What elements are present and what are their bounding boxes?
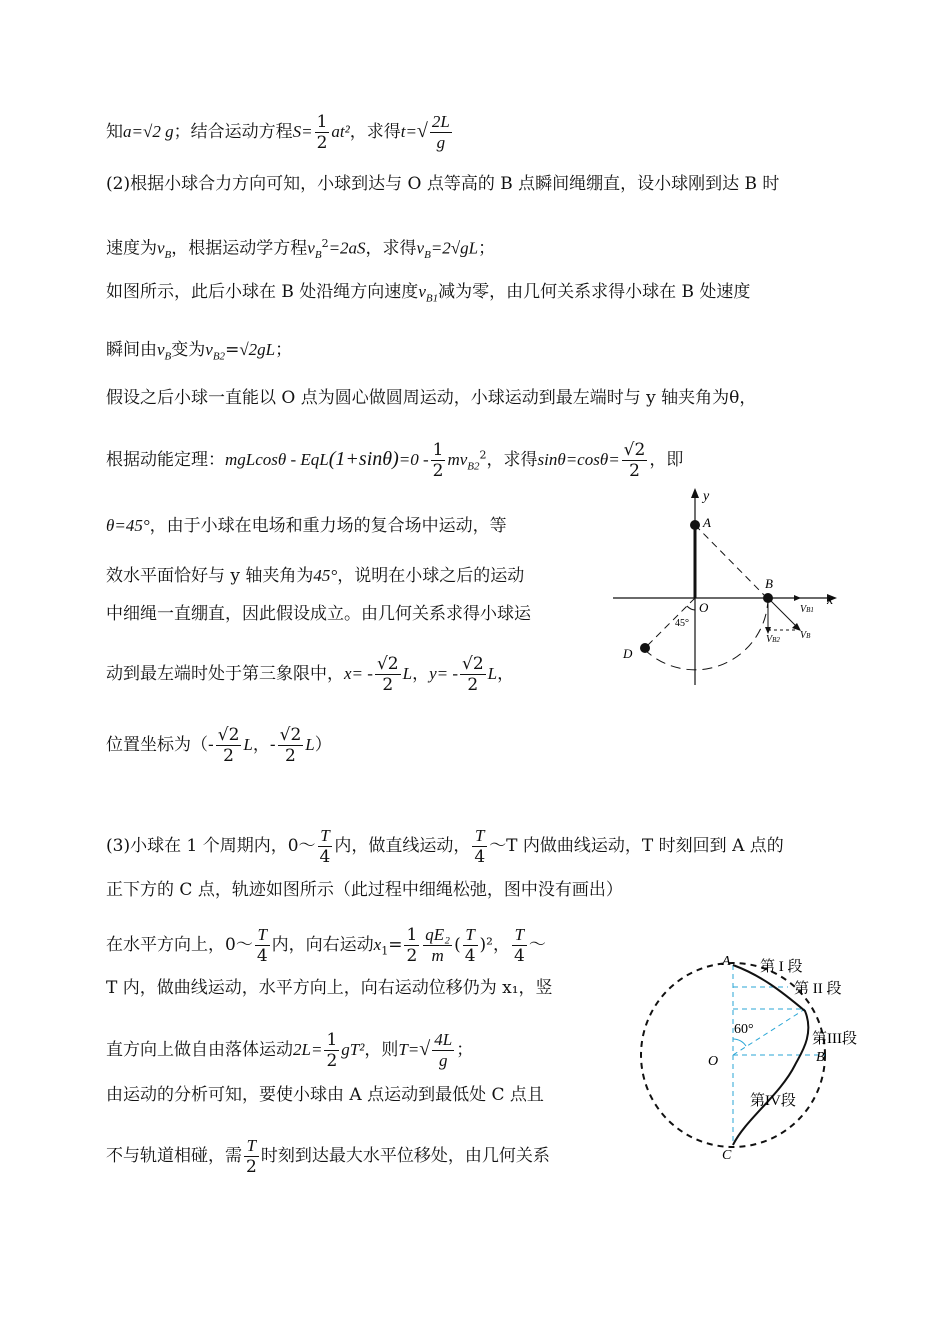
eq-line-15: 在水平方向上，0～ $\frac{T}{4}$ 内，向右运动$x_1=$ $\frac{1}{2}$ $\frac{\text{qE₂}}{m}$ ( $\frac{T}{4}$ )²， $\frac{T}{4}$ ～ <box>106 925 546 966</box>
para-18: 由运动的分析可知，要使小球由 A 点运动到最低处 C 点且 <box>106 1085 544 1105</box>
label-seg3: 第III段 <box>812 1031 857 1047</box>
eq-line-12: 位置坐标为（- $\frac{√2}{2}$ L，- $\frac{√2}{2}$ L） <box>106 725 332 766</box>
label-angle: 45° <box>675 618 689 629</box>
text: 知 <box>106 122 123 142</box>
para-14: 正下方的 C 点，轨迹如图所示（此过程中细绳松弛，图中没有画出） <box>106 880 623 900</box>
label-x: x <box>827 593 834 608</box>
eq-line-13: (3)小球在 1 个周期内，0～ $\frac{T}{4}$ 内，做直线运动， $\frac{T}{4}$ ～T 内做曲线运动，T 时刻回到 A 点的 <box>106 826 784 867</box>
para-9: 效水平面恰好与 y 轴夹角为45°，说明在小球之后的运动 <box>106 566 525 586</box>
figure-2 <box>630 945 880 1170</box>
vector-vB <box>768 598 798 628</box>
label-D: D <box>623 646 633 661</box>
label-O: O <box>699 600 709 615</box>
para-6: 假设之后小球一直能以 O 点为圆心做圆周运动，小球运动到最左端时与 y 轴夹角为θ， <box>106 388 757 408</box>
label-B: B <box>816 1050 825 1065</box>
eq-line-3: 速度为$v_B$，根据运动学方程$v_B^2=2aS$，求得$v_B=2√gL$； <box>106 237 496 262</box>
para-4: 如图所示，此后小球在 B 处沿绳方向速度$v_{B1}$减为零，由几何关系求得小球在 B 处速度 <box>106 282 751 305</box>
angle-arc <box>733 1039 746 1046</box>
label-y: y <box>703 489 710 504</box>
label-O: O <box>708 1054 719 1069</box>
eq-line-17: 直方向上做自由落体运动2L= $\frac{1}{2}$ gT²，则T=√ $\frac{4L}{g}$ ； <box>106 1030 474 1071</box>
label-C: C <box>722 1148 732 1163</box>
eq-line-19: 不与轨道相碰，需 $\frac{T}{2}$ 时刻到达最大水平位移处，由几何关系 <box>106 1136 550 1177</box>
label-A: A <box>722 954 731 969</box>
math: S= <box>292 122 313 141</box>
dashed-AB <box>695 525 767 598</box>
vector-vB1-head <box>794 595 801 601</box>
eq-line-11: 动到最左端时处于第三象限中，x= - $\frac{√2}{2}$ L，y= - $\frac{√2}{2}$ L， <box>106 654 515 695</box>
eq-line-5: 瞬间由$v_B$变为$v_{B2}=√2gL$； <box>106 340 293 363</box>
text: ；结合运动方程 <box>173 122 293 142</box>
eq-line-7: 根据动能定理：mgLcosθ - EqL(1+sinθ)=0 - $\frac{1}{2}$ $mv_{B2}^2$，求得sinθ=cosθ= $\frac{√2}{2}$ ，即 <box>106 440 684 481</box>
label-vB: VB <box>800 630 811 641</box>
math: a= <box>123 122 143 141</box>
label-seg2: 第 II 段 <box>794 981 842 997</box>
para-2: (2)根据小球合力方向可知，小球到达与 O 点等高的 B 点瞬间绳绷直，设小球刚到达 B 时 <box>106 174 780 194</box>
label-vB1: VB1 <box>800 604 814 615</box>
label-A: A <box>703 515 711 530</box>
para-16: T 内，做曲线运动，水平方向上，向右运动位移仍为 x₁，竖 <box>106 978 553 998</box>
fraction: $\frac{1}{2}$ <box>316 112 328 153</box>
eq-line-1: 知a=√2 g；结合运动方程S= $\frac{1}{2}$ at²，求得t=√ $\frac{2L}{g}$ <box>106 112 450 153</box>
para-10: 中细绳一直绷直，因此假设成立。由几何关系求得小球运 <box>106 604 531 624</box>
label-vB2: VB2 <box>766 634 780 645</box>
figure-1 <box>605 480 850 690</box>
label-angle: 60° <box>734 1022 754 1037</box>
para-8: θ=45°，由于小球在电场和重力场的复合场中运动，等 <box>106 516 507 536</box>
point-D <box>640 643 650 653</box>
fraction: $\frac{2L}{g}$ <box>431 112 450 152</box>
math: at² <box>331 122 350 141</box>
label-seg1: 第 I 段 <box>760 959 803 975</box>
angle-arc <box>687 606 695 610</box>
y-arrow <box>691 488 699 498</box>
label-B: B <box>765 576 773 591</box>
math: t= <box>400 122 417 141</box>
text: ，求得 <box>349 122 401 142</box>
label-seg4: 第IV段 <box>750 1093 796 1109</box>
math: √2 g <box>142 122 174 141</box>
